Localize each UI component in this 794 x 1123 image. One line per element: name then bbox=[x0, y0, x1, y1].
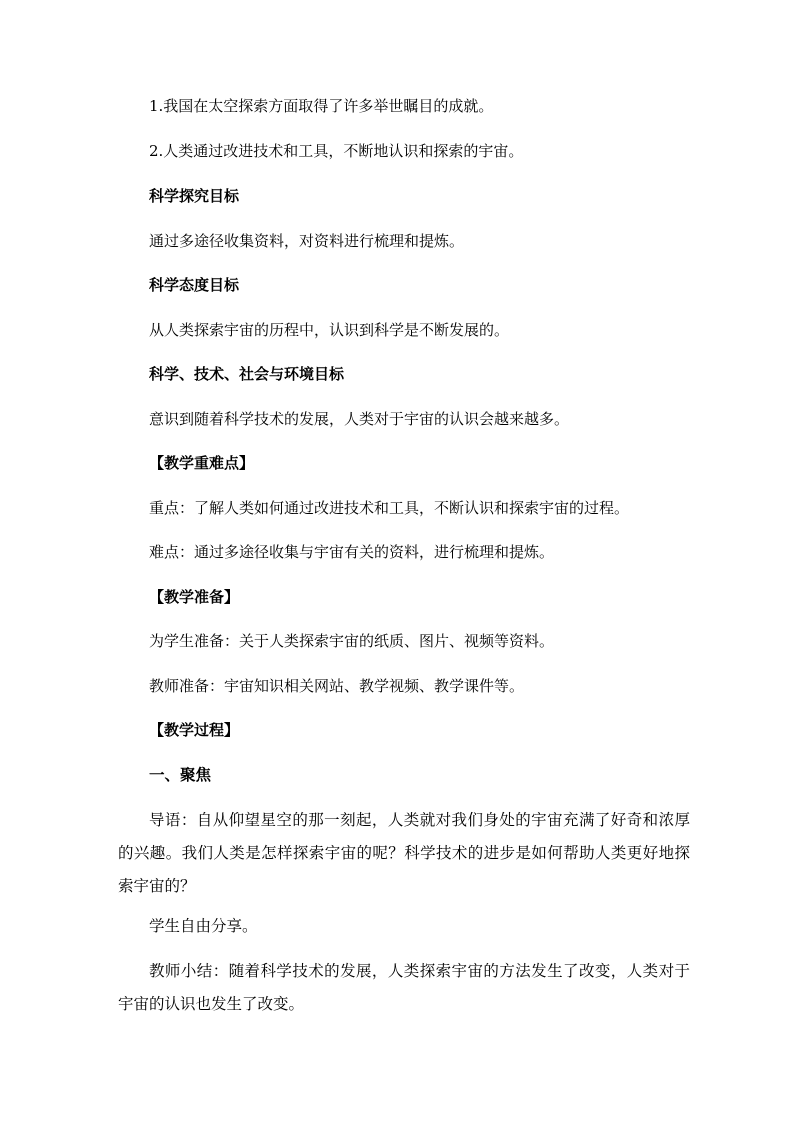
inquiry-goal-text: 通过多途径收集资料，对资料进行梳理和提炼。 bbox=[149, 232, 465, 250]
difficult-point-text: 难点：通过多途径收集与宇宙有关的资料，进行梳理和提炼。 bbox=[149, 543, 555, 561]
section-heading-inquiry-goal: 科学探究目标 bbox=[149, 187, 240, 205]
attitude-goal-text: 从人类探索宇宙的历程中，认识到科学是不断发展的。 bbox=[149, 321, 510, 339]
section-heading-attitude-goal: 科学态度目标 bbox=[149, 276, 240, 294]
section-heading-preparation: 【教学准备】 bbox=[149, 588, 240, 606]
student-share-paragraph: 学生自由分享。 bbox=[149, 917, 258, 935]
key-point-text: 重点：了解人类如何通过改进技术和工具，不断认识和探索宇宙的过程。 bbox=[149, 499, 630, 517]
teacher-preparation-text: 教师准备：宇宙知识相关网站、教学视频、教学课件等。 bbox=[149, 677, 525, 695]
subsection-heading-focus: 一、聚焦 bbox=[149, 766, 212, 784]
teacher-summary-paragraph: 教师小结：随着科学技术的发展，人类探索宇宙的方法发生了改变，人类对于宇宙的认识也发生了改变。 bbox=[118, 962, 690, 1013]
student-preparation-text: 为学生准备：关于人类探索宇宙的纸质、图片、视频等资料。 bbox=[149, 632, 555, 650]
sts-goal-text: 意识到随着科学技术的发展，人类对于宇宙的认识会越来越多。 bbox=[149, 410, 570, 428]
achievement-item-2: 2.人类通过改进技术和工具，不断地认识和探索的宇宙。 bbox=[149, 142, 524, 160]
achievement-item-1: 1.我国在太空探索方面取得了许多举世瞩目的成就。 bbox=[149, 97, 494, 115]
section-heading-process: 【教学过程】 bbox=[149, 721, 240, 739]
section-heading-sts-goal: 科学、技术、社会与环境目标 bbox=[149, 365, 345, 383]
section-heading-key-points: 【教学重难点】 bbox=[149, 454, 255, 472]
intro-paragraph: 导语：自从仰望星空的那一刻起，人类就对我们身处的宇宙充满了好奇和浓厚的兴趣。我们人类是怎样探索宇宙的呢？科学技术的进步是如何帮助人类更好地探索宇宙的？ bbox=[118, 811, 690, 895]
